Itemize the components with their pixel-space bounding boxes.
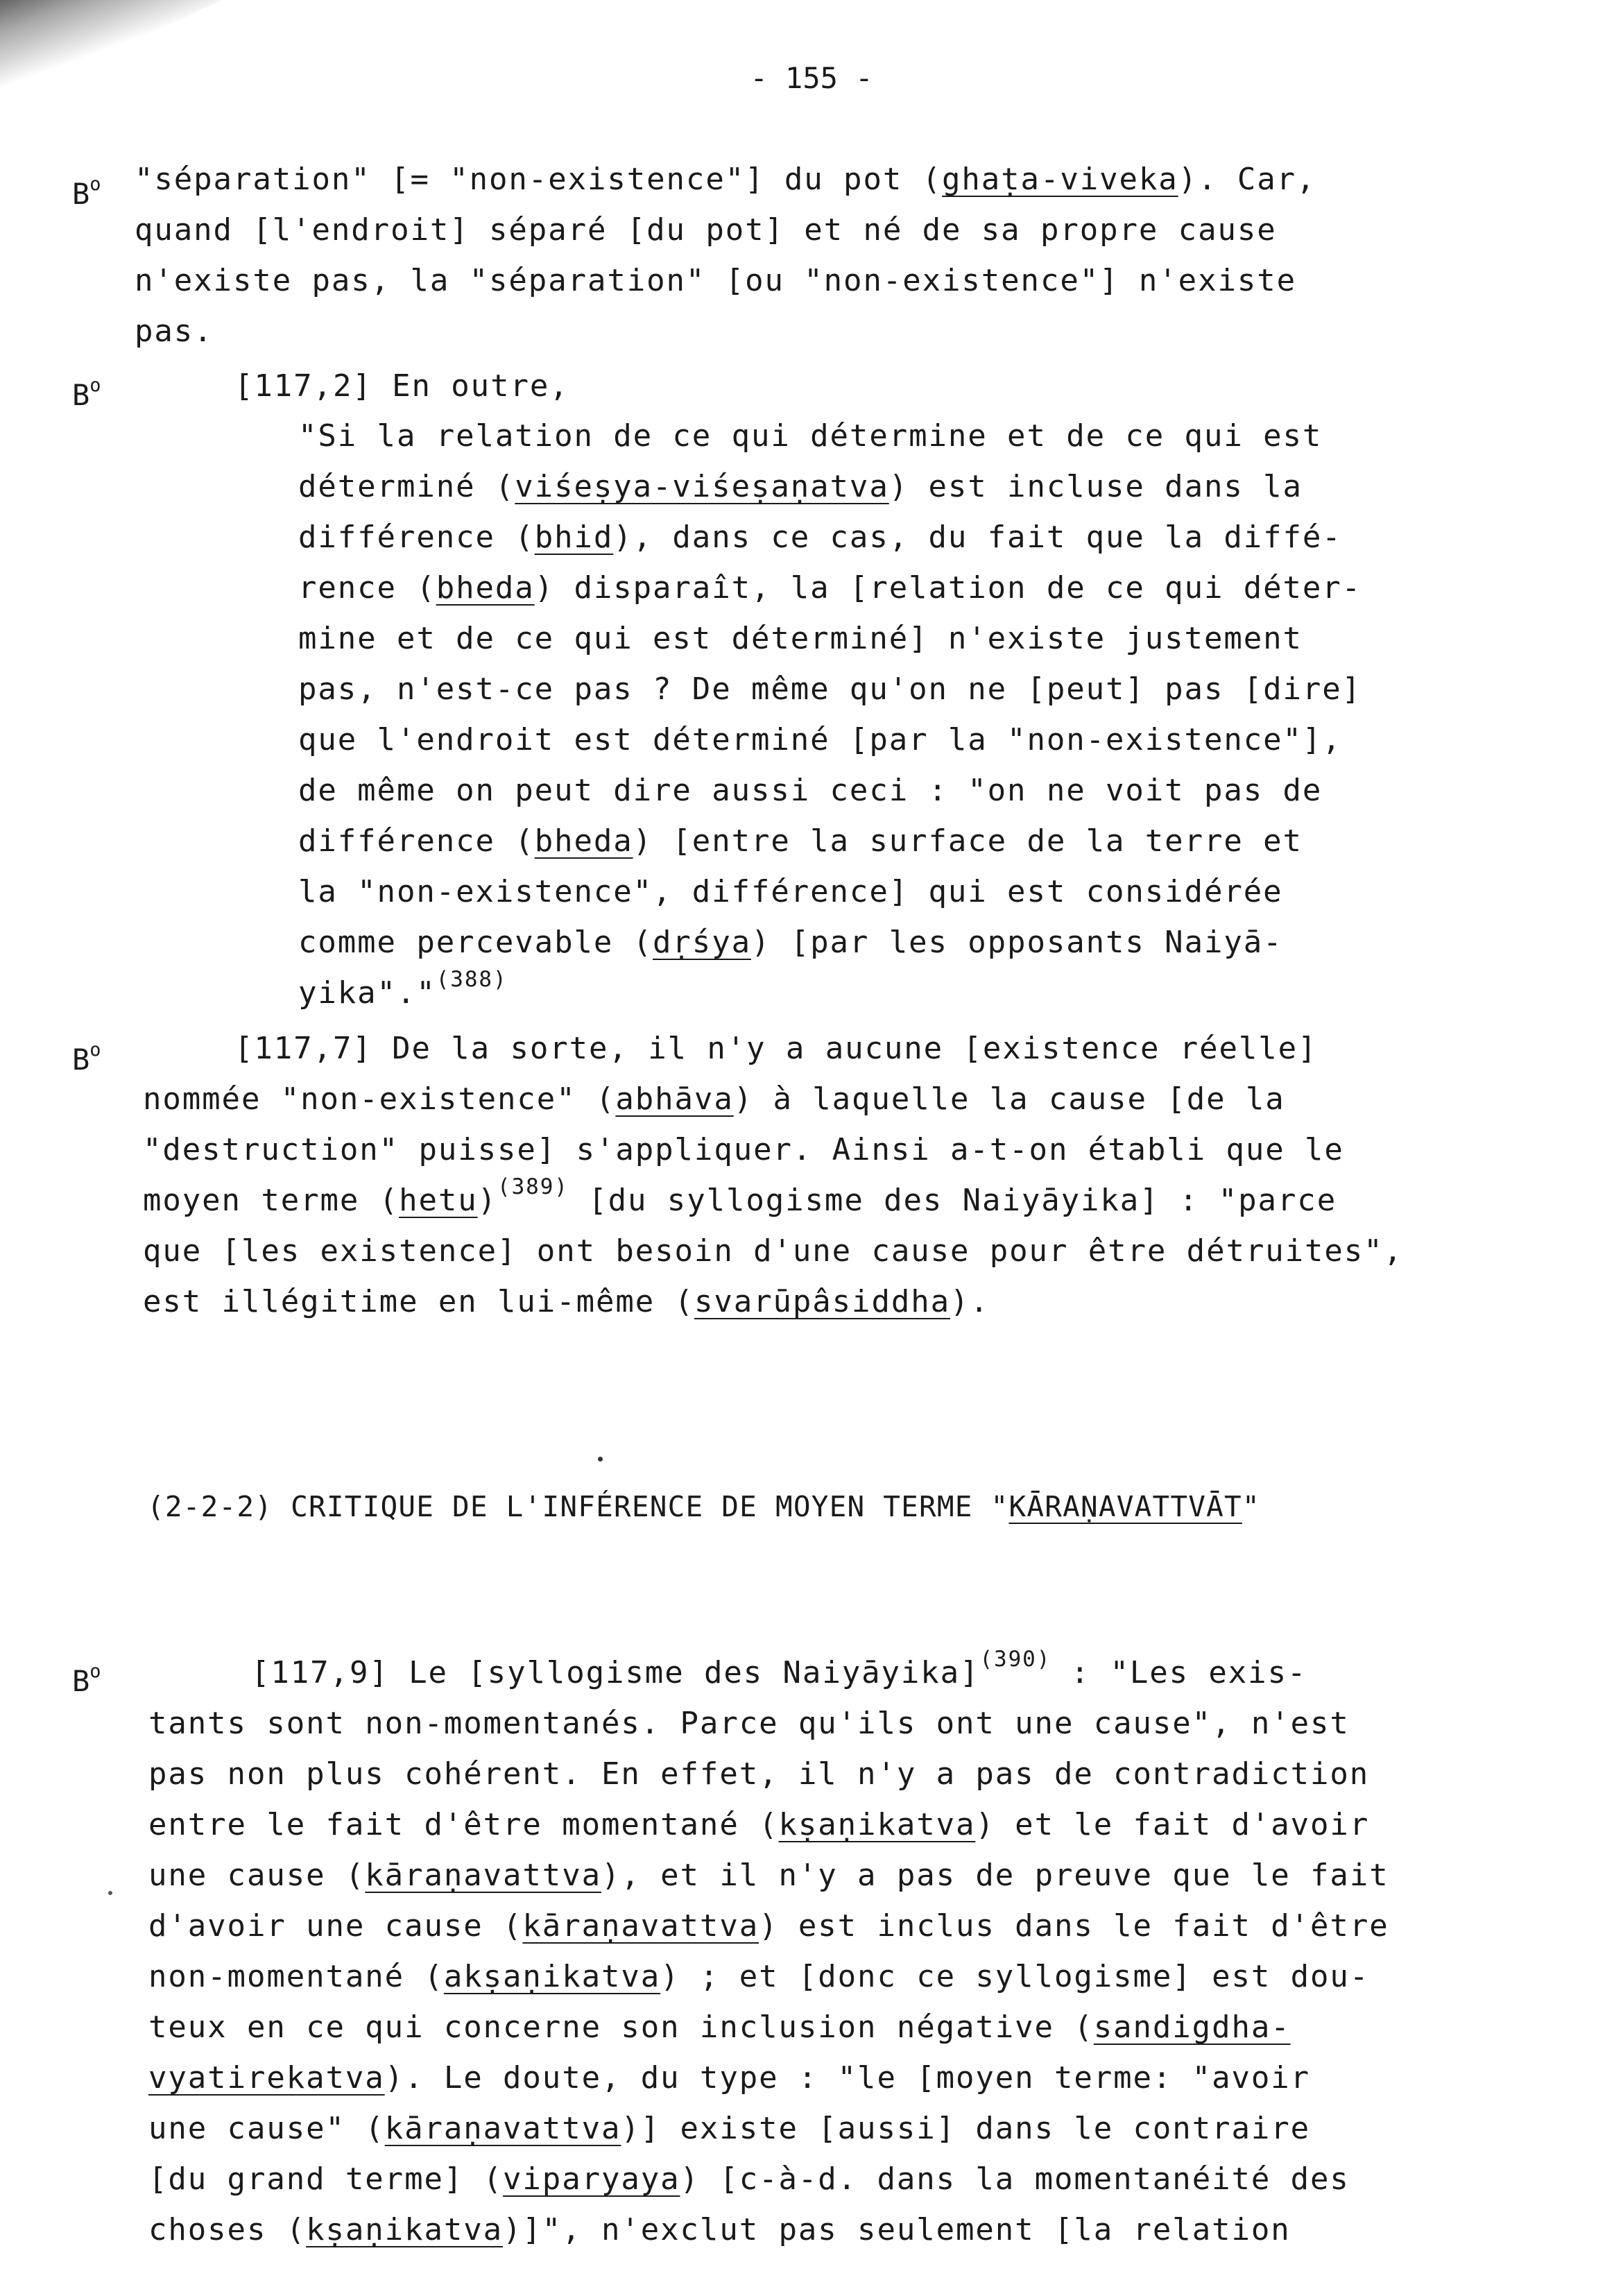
paragraph-3-first-line: [117,7] De la sorte, il n'y a aucune [existence réelle] xyxy=(234,1031,1318,1066)
paragraph-4: tants sont non-momentanés. Parce qu'ils ont une cause", n'est pas non plus cohérent. En effet, il n'y a pas de contradiction entre le fait d'être momentané (kṣaṇikatva) et le fait d'avoir une cause (kāraṇavattva), et il n'y a pas de preuve que le fait d'avoir une cause (kāraṇavattva) est inclus dans le fait d'être non-momentané (akṣaṇikatva) ; et [donc ce syllogisme] est dou- teux en ce qui concerne son inclusion négative (sandigdha- vyatirekatva). Le doute, du type : "le [moyen terme: "avoir une cause" (kāraṇavattva)] existe [aussi] dans le contraire [du grand terme] (viparyaya) [c-à-d. dans la momentanéité des choses (kṣaṇikatva)]", n'exclut pas seulement [la relation xyxy=(148,1706,1389,2247)
block-quote: "Si la relation de ce qui détermine et de ce qui est déterminé (viśeṣya-viśeṣaṇatva) est incluse dans la différence (bhid), dans ce cas, du fait que la diffé- rence (bheda) disparaît, la [relation de ce qui déter- mine et de ce qui est déterminé] n'existe justement pas, n'est-ce pas ? De même qu'on ne [peut] pas [dire] que l'endroit est déterminé [par la "non-existence"], de même on peut dire aussi ceci : "on ne voit pas de différence (bheda) [entre la surface de la terre et la "non-existence", différence] qui est considérée comme percevable (dṛśya) [par les opposants Naiyā- yika"."$^{(388)}$ xyxy=(298,418,1362,1011)
section-heading: (2-2-2) CRITIQUE DE L'INFÉRENCE DE MOYEN TERME "KĀRAṆAVATTVĀT" xyxy=(147,1490,1260,1523)
paragraph-marker: $B^o$ xyxy=(72,375,101,412)
paragraph-marker: $B^o$ xyxy=(72,1039,101,1077)
paragraph-marker: $B^o$ xyxy=(72,173,101,211)
paragraph-2: [117,2] En outre, xyxy=(234,368,569,404)
paragraph-4-first-line: [117,9] Le [syllogisme des Naiyāyika]$^{(390)}$ : "Les exis- xyxy=(251,1647,1307,1690)
paragraph-marker: $B^o$ xyxy=(72,1661,101,1698)
stray-dot xyxy=(598,1457,603,1462)
paragraph-3: nommée "non-existence" (abhāva) à laquelle la cause [de la "destruction" puisse] s'appliquer. Ainsi a-t-on établi que le moyen terme (hetu)$^{(389)}$ [du syllogisme des Naiyāyika] : "parce que [les existence] ont besoin d'une cause pour être détruites", est illégitime en lui-même (svarūpâsiddha). xyxy=(143,1081,1403,1319)
stray-dot xyxy=(108,1891,112,1895)
page-number: - 155 - xyxy=(750,61,873,95)
paragraph-1: "séparation" [= "non-existence"] du pot (ghaṭa-viveka). Car, quand [l'endroit] séparé [du pot] et né de sa propre cause n'existe pas, la "séparation" [ou "non-existence"] n'existe pas. xyxy=(135,162,1316,349)
